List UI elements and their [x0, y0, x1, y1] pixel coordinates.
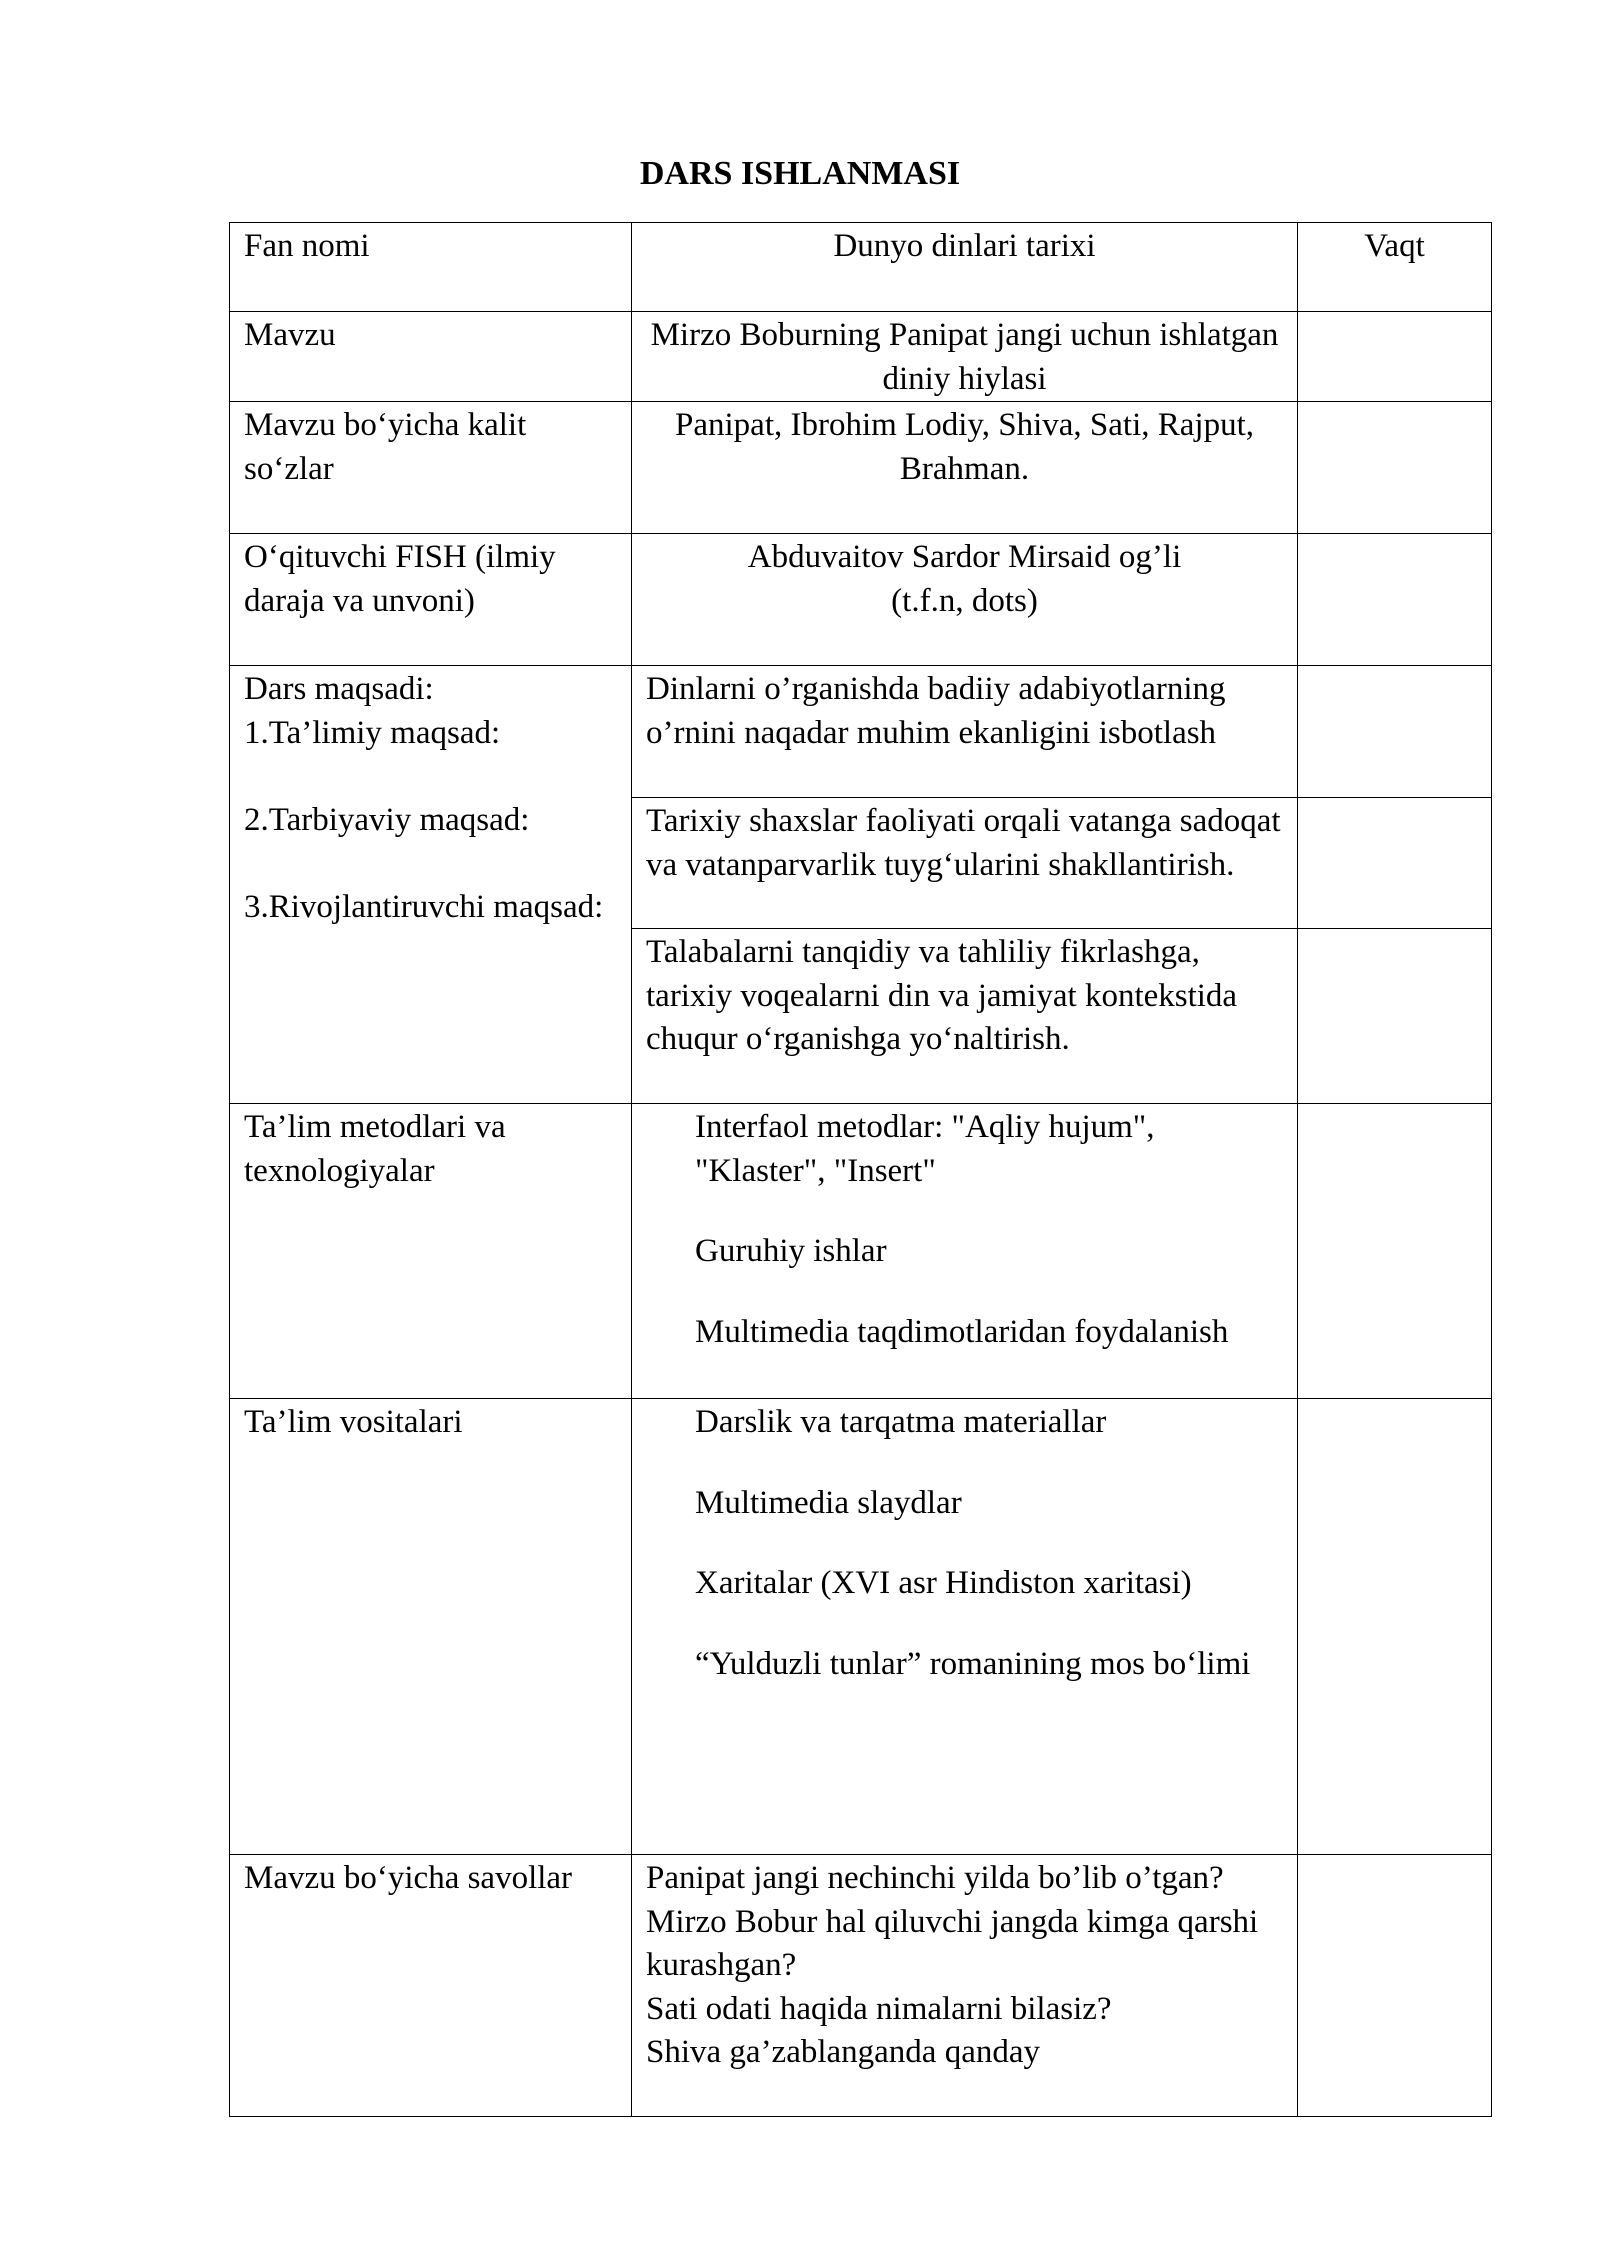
cell-value-teacher: [632, 534, 1298, 666]
question-item: Panipat jangi nechinchi yilda bo’lib o’tgan?: [646, 1860, 1224, 1896]
list-item: Multimedia slaydlar: [695, 1484, 962, 1521]
table-row-teacher: [230, 534, 1492, 666]
question-item: Mirzo Bobur hal qiluvchi jangda kimga qarshi kurashgan?: [646, 1903, 1259, 1983]
cell-label-topic: Mavzu: [230, 312, 632, 402]
cell-value-questions: [632, 1855, 1298, 2117]
question-item: Sati odati haqida nimalarni bilasiz?: [646, 1990, 1112, 2027]
goal1-label: 1.Ta’limiy maqsad:: [244, 714, 501, 751]
cell-time-goal-2: [1298, 798, 1492, 929]
document-title: DARS ISHLANMASI: [639, 155, 961, 192]
table-row-subject: [230, 223, 1492, 312]
cell-time-questions: [1298, 1855, 1492, 2117]
cell-label-subject: Fan nomi: [230, 223, 632, 312]
cell-label-teacher: O‘qituvchi FISH (ilmiy daraja va unvoni): [230, 534, 632, 666]
cell-header-time: Vaqt: [1298, 223, 1492, 312]
cell-value-goal-2: Tarixiy shaxslar faoliyati orqali vatanga sadoqat va vatanparvarlik tuyg‘ularini shakllantirish.: [632, 798, 1298, 929]
cell-value-goal-3: Talabalarni tanqidiy va tahliliy fikrlashga, tarixiy voqealarni din va jamiyat kontekstida chuqur o‘rganishga yo‘naltirish.: [632, 929, 1298, 1104]
cell-value-topic: Mirzo Boburning Panipat jangi uchun ishlatgan diniy hiylasi: [632, 312, 1298, 402]
cell-value-goal-1: Dinlarni o’rganishda badiiy adabiyotlarning o’rnini naqadar muhim ekanligini isbotlash: [632, 666, 1298, 798]
teacher-name: Abduvaitov Sardor Mirsaid og’li: [747, 539, 1182, 575]
lesson-plan-table: [229, 222, 1492, 2117]
goal2-label: 2.Tarbiyaviy maqsad:: [244, 801, 530, 838]
list-item: Xaritalar (XVI asr Hindiston xaritasi): [695, 1565, 1192, 1601]
cell-value-keywords: Panipat, Ibrohim Lodiy, Shiva, Sati, Rajput, Brahman.: [632, 402, 1298, 534]
list-item: Guruhiy ishlar: [695, 1233, 887, 1269]
cell-label-methods: Ta’lim metodlari va texnologiyalar: [230, 1104, 632, 1399]
table-row-topic: [230, 312, 1492, 402]
cell-time-teacher: [1298, 534, 1492, 666]
list-item: “Yulduzli tunlar” romanining mos bo‘limi: [695, 1645, 1251, 1682]
cell-time-methods: [1298, 1104, 1492, 1399]
table-row-methods: [230, 1104, 1492, 1399]
goal3-label: 3.Rivojlantiruvchi maqsad:: [244, 888, 604, 925]
list-item: Darslik va tarqatma materiallar: [695, 1404, 1107, 1440]
table-row-goal-1: [230, 666, 1492, 798]
cell-value-tools: [632, 1399, 1298, 1855]
list-item: Interfaol metodlar: "Aqliy hujum", "Klaster", "Insert": [695, 1109, 1155, 1189]
cell-time-goal-3: [1298, 929, 1492, 1104]
cell-time-keywords: [1298, 402, 1492, 534]
cell-time-topic: [1298, 312, 1492, 402]
goals-heading: Dars maqsadi:: [244, 671, 434, 707]
list-item: Multimedia taqdimotlaridan foydalanish: [695, 1313, 1229, 1350]
cell-value-methods: [632, 1104, 1298, 1399]
table-row-tools: [230, 1399, 1492, 1855]
cell-value-subject: Dunyo dinlari tarixi: [632, 223, 1298, 312]
cell-label-questions: Mavzu bo‘yicha savollar: [230, 1855, 632, 2117]
table-row-keywords: [230, 402, 1492, 534]
table-row-questions: [230, 1855, 1492, 2117]
cell-label-keywords: Mavzu bo‘yicha kalit so‘zlar: [230, 402, 632, 534]
teacher-degree: (t.f.n, dots): [891, 582, 1038, 619]
cell-label-goals: [230, 666, 632, 1104]
cell-time-tools: [1298, 1399, 1492, 1855]
cell-label-tools: Ta’lim vositalari: [230, 1399, 632, 1855]
cell-time-goal-1: [1298, 666, 1492, 798]
question-item: Shiva ga’zablanganda qanday: [646, 2034, 1041, 2070]
